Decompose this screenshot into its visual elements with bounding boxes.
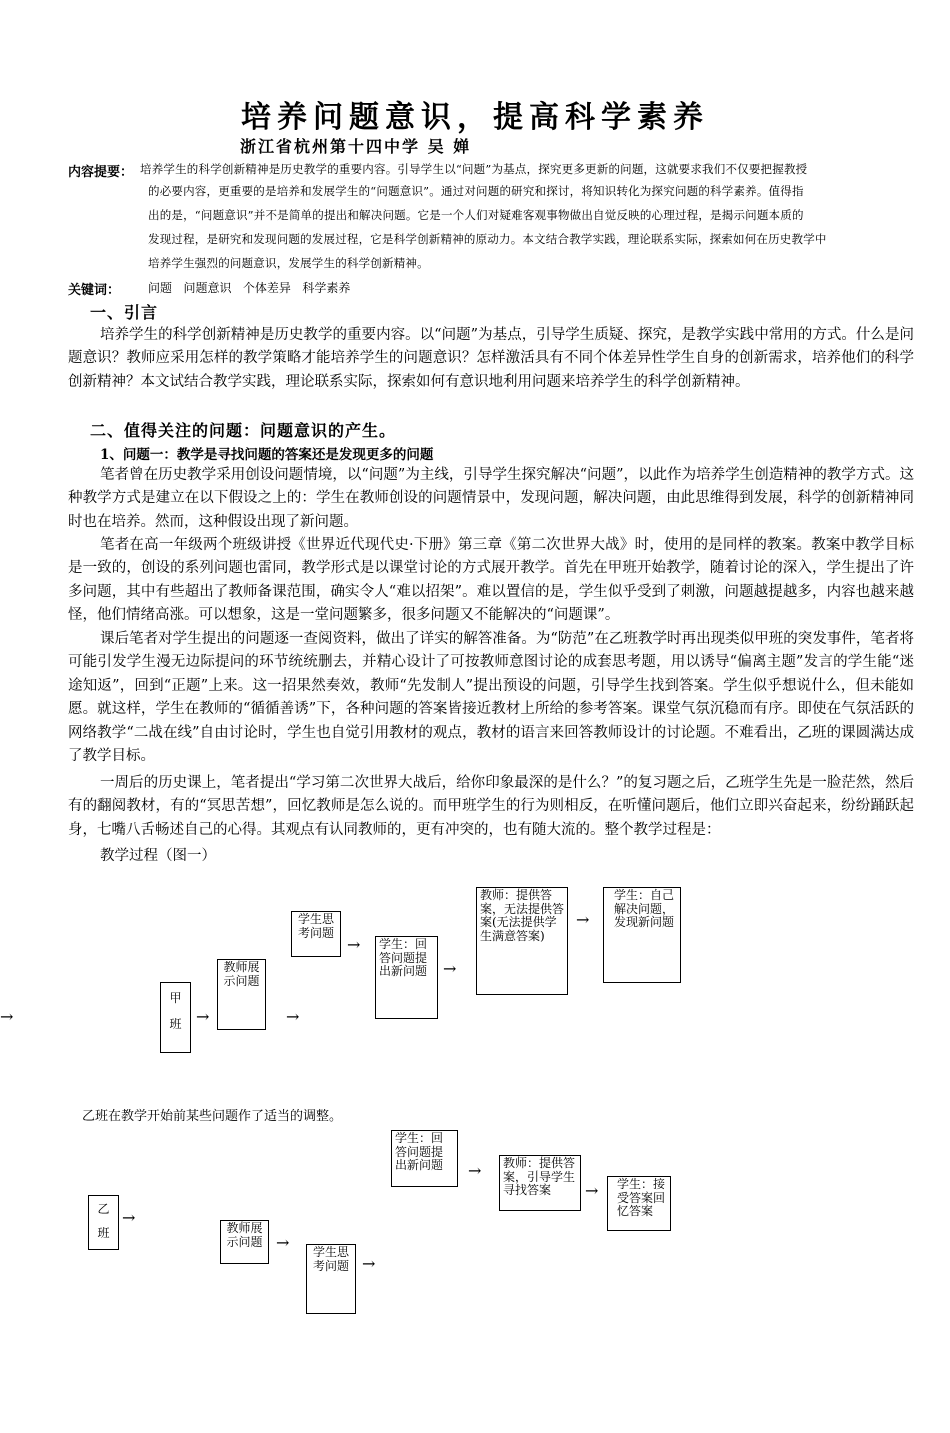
student-accept-box: [607, 1176, 671, 1231]
arrow-icon: →: [196, 1007, 210, 1026]
arrow-icon: →: [347, 935, 361, 954]
section2-paragraph-4: 一周后的历史课上，笔者提出“学习第二次世界大战后，给你印象最深的是什么？”的复习题之后，乙班学生先是一脸茫然，然后有的翻阅教材，有的“冥思苦想”，回忆教师是怎么说的。而甲班学生的行为则相反，在听懂问题后，他们立即兴奋起来，纷纷踊跃起身，七嘴八舌畅述自己的心得。其观点有认同教师的，更有冲突的，也有随大流的。整个教学过程是：: [68, 775, 914, 838]
student-think-box-b: [306, 1244, 356, 1314]
student-think-label-b: 学生思考问题: [312, 1245, 349, 1273]
abstract-line: 培养学生的科学创新精神是历史教学的重要内容。引导学生以“问题”为基点，探究更多更新的问题，这就要求我们不仅要把握教授: [140, 162, 808, 176]
student-think-box: [291, 911, 341, 957]
arrow-icon: →: [362, 1254, 376, 1273]
arrow-icon: →: [286, 1007, 300, 1026]
teacher-cannot-answer-box: [476, 887, 568, 995]
figure-caption: 教学过程（图一）: [100, 848, 216, 864]
class-b-box: [88, 1195, 119, 1250]
student-accept-label: 学生：接受答案回忆答案: [617, 1177, 666, 1218]
student-answer-label-b: 学生：回答问题提出新问题: [395, 1131, 444, 1172]
teacher-cannot-answer-label: 教师：提供答案，无法提供答案(无法提供学生满意答案): [480, 888, 565, 943]
teacher-show-label-b: 教师展示问题: [226, 1221, 263, 1249]
abstract-line: 出的是，“问题意识”并不是简单的提出和解决问题。它是一个人们对疑难客观事物做出自觉反映的心理过程，是揭示问题本质的: [148, 208, 804, 222]
abstract-line: 的必要内容，更重要的是培养和发展学生的“问题意识”。通过对问题的研究和探讨，将知识转化为探究问题的科学素养。值得指: [148, 184, 804, 198]
abstract-line: 培养学生强烈的问题意识，发展学生的科学创新精神。: [148, 256, 429, 270]
class-b-label: 乙 班: [97, 1202, 110, 1240]
arrow-icon: →: [576, 910, 590, 929]
subsection1-heading: 1、问题一：教学是寻找问题的答案还是发现更多的问题: [100, 447, 434, 463]
student-think-label: 学生思考问题: [297, 912, 334, 940]
teacher-show-box: [217, 959, 266, 1030]
keywords-label: 关键词：: [68, 283, 121, 298]
section1-heading: 一、引言: [90, 303, 159, 322]
teacher-show-label: 教师展示问题: [223, 960, 260, 988]
class-a-label: 甲 班: [169, 991, 182, 1031]
abstract-label: 内容提要：: [68, 165, 134, 180]
arrow-icon: →: [0, 1007, 14, 1026]
arrow-icon: →: [276, 1233, 290, 1252]
arrow-icon: →: [122, 1208, 136, 1227]
student-solve-label: 学生：自己解决问题，发现新问题: [614, 888, 675, 929]
student-answer-box: [375, 936, 438, 1019]
student-answer-box-b: [391, 1130, 458, 1187]
section2-paragraph-3: 课后笔者对学生提出的问题逐一查阅资料，做出了详实的解答准备。为“防范”在乙班教学时再出现类似甲班的突发事件，笔者将可能引发学生漫无边际提问的环节统统删去，并精心设计了可按教师意图讨论的成套思考题，用以诱导“偏离主题”发言的学生能“迷途知返”，回到“正题”上来。这一招果然奏效，教师“先发制人”提出预设的问题，引导学生找到答案。学生似乎想说什么，但未能如愿。就这样，学生在教师的“循循善诱”下，各种问题的答案皆接近教材上所给的参考答案。课堂气氛沉稳而有序。即使在气氛活跃的网络教学“二战在线”自由讨论时，学生也自觉引用教材的观点，教材的语言来回答教师设计的讨论题。不难看出，乙班的课圆满达成了教学目标。: [68, 631, 914, 765]
keywords-text: 问题 问题意识 个体差异 科学素养: [148, 281, 351, 295]
section2-paragraph-2: 笔者在高一年级两个班级讲授《世界近代现代史·下册》第三章《第二次世界大战》时，使用的是同样的教案。教案中教学目标是一致的，创设的系列问题也雷同，教学形式是以课堂讨论的方式展开教学。首先在甲班开始教学，随着讨论的深入，学生提出了许多问题，其中有些超出了教师备课范围，确实令人“难以招架”。难以置信的是，学生似乎受到了刺激，问题越提越多，内容也越来越怪，他们情绪高涨。可以想象，这是一堂问题繁多，很多问题又不能解决的“问题课”。: [68, 537, 914, 624]
abstract-line: 发现过程，是研究和发现问题的发展过程，它是科学创新精神的原动力。本文结合教学实践，理论联系实际，探索如何在历史教学中: [148, 232, 827, 246]
section2-heading: 二、值得关注的问题：问题意识的产生。: [90, 421, 397, 440]
arrow-icon: →: [443, 959, 457, 978]
section1-paragraph: 培养学生的科学创新精神是历史教学的重要内容。以“问题”为基点，引导学生质疑、探究，是教学实践中常用的方式。什么是问题意识？教师应采用怎样的教学策略才能培养学生的问题意识？怎样激活具有不同个体差异性学生自身的创新需求，培养他们的科学创新精神？本文试结合教学实践，理论联系实际，探索如何有意识地利用问题来培养学生的科学创新精神。: [68, 327, 914, 390]
arrow-icon: →: [585, 1181, 599, 1200]
page-title: 培养问题意识，提高科学素养: [241, 100, 709, 135]
teacher-guide-box: [499, 1155, 581, 1211]
student-answer-label: 学生：回答问题提出新问题: [379, 937, 428, 978]
section2-paragraph-1: 笔者曾在历史教学采用创设问题情境，以“问题”为主线，引导学生探究解决“问题”，以此作为培养学生创造精神的教学方式。这种教学方式是建立在以下假设之上的：学生在教师创设的问题情景中，发现问题，解决问题，由此思维得到发展，科学的创新精神同时也在培养。然而，这种假设出现了新问题。: [68, 467, 914, 530]
author-line: 浙江省杭州第十四中学 吴 婵: [240, 137, 472, 156]
class-a-box: [160, 982, 191, 1053]
teacher-guide-label: 教师：提供答案，引导学生寻找答案: [503, 1156, 576, 1197]
student-solve-box: [603, 887, 681, 983]
teacher-show-box-b: [220, 1220, 269, 1264]
diagram-b-note: 乙班在教学开始前某些问题作了适当的调整。: [82, 1109, 343, 1124]
arrow-icon: →: [468, 1161, 482, 1180]
